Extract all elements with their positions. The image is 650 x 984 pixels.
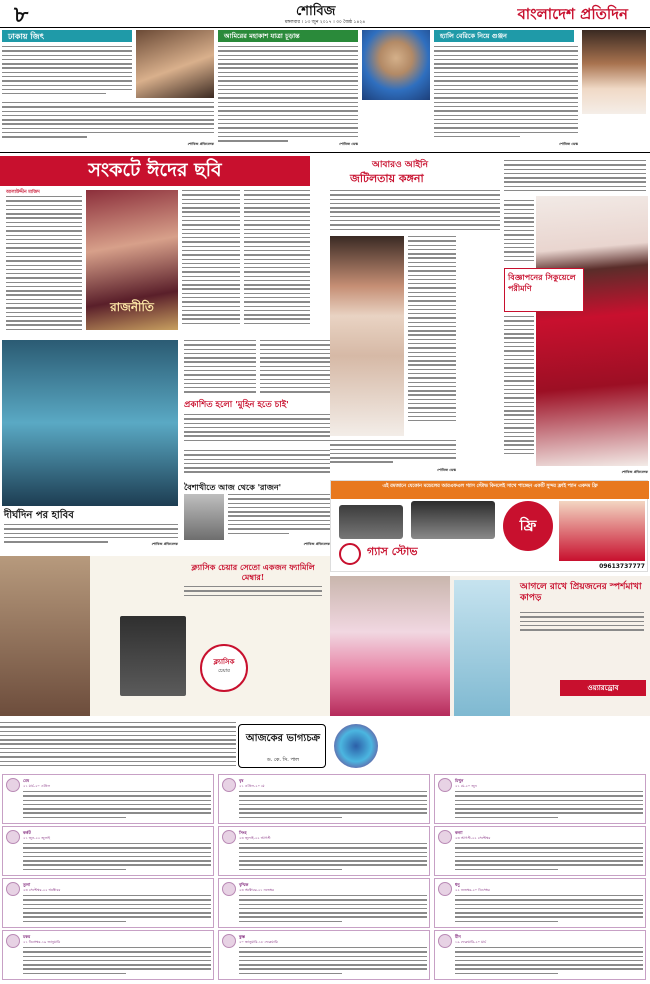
zodiac-dates: ২৩ আগস্ট-২২ সেপ্টেম্বর <box>455 836 491 840</box>
zodiac-symbol-icon <box>6 830 20 844</box>
zodiac-dates: ২৩ সেপ্টেম্বর-২২ অক্টোবর <box>23 888 61 892</box>
zodiac-symbol-icon <box>438 882 452 896</box>
zodiac-text <box>239 791 427 823</box>
zodiac-grid <box>0 774 650 982</box>
lead-byline: আলাউদ্দীন মাজিদ <box>6 190 40 195</box>
horoscope-title-box <box>238 724 326 768</box>
story-rajan <box>180 450 330 550</box>
zodiac-name: মীন <box>455 934 461 939</box>
zodiac-sign-3 <box>2 826 214 876</box>
zodiac-name: মেষ <box>23 778 30 783</box>
wardrobe-product-photo <box>454 580 510 716</box>
rajan-credit: শোবিজ প্রতিবেদক <box>303 542 330 546</box>
zodiac-name: সিংহ <box>239 830 247 835</box>
porimoni-photo <box>536 196 648 466</box>
story-body <box>2 46 132 98</box>
chair-copy <box>184 586 322 600</box>
horoscope-intro <box>0 722 236 772</box>
lead-body-col3 <box>244 190 310 330</box>
page-number: ৮ <box>14 2 29 28</box>
story-aamir <box>218 30 432 152</box>
jeet-photo <box>136 30 214 98</box>
wardrobe-couple-photo <box>330 576 450 716</box>
pori-body-left2 <box>504 316 534 466</box>
horoscope-section <box>0 720 650 982</box>
story-credit: শোবিজ ডেস্ক <box>559 142 578 146</box>
zodiac-sign-6 <box>2 878 214 928</box>
zodiac-text <box>23 895 211 927</box>
chair-model-photo <box>0 556 90 716</box>
horoscope-header <box>238 722 412 770</box>
zodiac-name: কুম্ভ <box>239 934 245 939</box>
zodiac-dates: ২১ মার্চ-২০ এপ্রিল <box>23 784 51 788</box>
zodiac-symbol-icon <box>438 778 452 792</box>
story-title: হ্যালি বেরিকে নিয়ে গুঞ্জন <box>434 30 574 42</box>
page-header <box>0 0 650 28</box>
masthead-brand: বাংলাদেশ প্রতিদিন <box>517 5 628 23</box>
zodiac-name: বৃশ্চিক <box>239 882 249 887</box>
gas-phone: 09613737777 <box>599 563 645 570</box>
muhin-body-top2 <box>260 340 330 398</box>
zodiac-text <box>23 791 211 823</box>
wardrobe-headline: আগলে রাখে প্রিয়জনের স্পর্শমাখা কাপড় <box>520 582 642 603</box>
zodiac-sign-5 <box>434 826 646 876</box>
zodiac-dates: ২১ মে-২০ জুন <box>455 784 477 788</box>
habib-title: দীর্ঘদিন পর হাবিব <box>4 510 74 521</box>
zodiac-sign-4 <box>218 826 430 876</box>
zodiac-text <box>455 895 643 927</box>
zodiac-name: মিথুন <box>455 778 464 783</box>
horoscope-author: ড. কে. সি. পাল <box>266 757 300 763</box>
story-habib <box>0 340 180 550</box>
pori-title: বিজ্ঞাপনের সিকুয়েলে পরীমণি <box>508 272 576 293</box>
zodiac-text <box>239 947 427 979</box>
ad-classic-chair[interactable] <box>0 556 330 716</box>
zodiac-sign-10 <box>218 930 430 980</box>
habib-credit: শোবিজ প্রতিবেদক <box>151 542 178 546</box>
zodiac-name: কর্কট <box>23 830 31 835</box>
muhin-body-top <box>184 340 256 398</box>
chair-headline: ক্ল্যাসিক চেয়ার সেতো একজন ফ্যামিলি মেম্বার! <box>191 562 315 582</box>
wardrobe-copy <box>520 612 644 636</box>
zodiac-name: বৃষ <box>239 778 244 783</box>
story-credit: শোবিজ ডেস্ক <box>339 142 358 146</box>
divider <box>0 152 650 153</box>
zodiac-dates: ২১ এপ্রিল-২০ মে <box>239 784 265 788</box>
zodiac-symbol-icon <box>222 778 236 792</box>
muhin-title: প্রকাশিত হলো 'মুহিন হতে চাই' <box>184 400 289 410</box>
zodiac-name: তুলা <box>23 882 31 887</box>
zodiac-dates: ২২ নভেম্বর-২০ ডিসেম্বর <box>455 888 490 892</box>
zodiac-symbol-icon <box>6 778 20 792</box>
zodiac-name: ধনু <box>455 882 460 887</box>
kangana-body <box>330 190 500 234</box>
lead-title: সংকটে ঈদের ছবি <box>88 159 222 181</box>
stove-1-icon <box>339 505 403 539</box>
story-title: আমিরের মহাকাশ যাত্রা চূড়ান্ত <box>218 30 358 42</box>
rajneeti-poster <box>86 190 178 330</box>
pori-body-left <box>504 200 534 266</box>
chair-product-photo <box>120 616 186 696</box>
story-jeet <box>0 30 216 152</box>
zodiac-dates: ২১ ডিসেম্বর-১৯ জানুয়ারি <box>23 940 61 944</box>
zodiac-sign-7 <box>218 878 430 928</box>
stove-2-icon <box>411 501 495 539</box>
zodiac-dates: ২০ জানুয়ারি-১৮ ফেব্রুয়ারি <box>239 940 278 944</box>
story-body-cont <box>2 102 214 146</box>
wardrobe-brand: ওয়্যারড্রোব <box>560 680 646 696</box>
zodiac-symbol-icon <box>222 830 236 844</box>
zodiac-sign-8 <box>434 878 646 928</box>
story-kangana <box>330 156 500 476</box>
zodiac-symbol-icon <box>222 882 236 896</box>
zodiac-sign-11 <box>434 930 646 980</box>
classic-logo: ক্ল্যাসিক চেয়ার <box>200 644 248 692</box>
story-porimoni <box>500 156 650 476</box>
zodiac-sign-2 <box>434 774 646 824</box>
zodiac-text <box>239 895 427 927</box>
muhin-body <box>184 414 330 446</box>
zodiac-sign-1 <box>218 774 430 824</box>
zodiac-wheel-icon <box>334 724 378 768</box>
free-badge: ফ্রি <box>503 501 553 551</box>
dateline: মঙ্গলবার । ১৩ জুন ২০১৭ । ৩০ জৈষ্ঠ ১৪২৪ <box>284 20 366 25</box>
pori-title-box <box>504 268 584 312</box>
horoscope-title: আজকের ভাগ্যচক্র <box>245 733 321 744</box>
habib-photo <box>2 340 178 506</box>
zodiac-dates: ১৯ ফেব্রুয়ারি-২০ মার্চ <box>455 940 487 944</box>
lead-banner <box>0 156 310 186</box>
zodiac-dates: ২১ জুন-২২ জুলাই <box>23 836 51 840</box>
lead-body-col2 <box>182 190 240 330</box>
aamir-photo <box>362 30 430 100</box>
zodiac-name: মকর <box>23 934 31 939</box>
ad-wardrobe[interactable] <box>330 576 650 716</box>
zodiac-text <box>455 791 643 823</box>
kangana-photo <box>330 236 404 436</box>
zodiac-text <box>239 843 427 875</box>
zodiac-text <box>23 843 211 875</box>
story-body <box>218 46 358 146</box>
zodiac-text <box>23 947 211 979</box>
pori-credit: শোবিজ প্রতিবেদক <box>621 470 648 474</box>
gas-brand: গ্যাস স্টোভ <box>367 545 418 558</box>
zodiac-symbol-icon <box>438 934 452 948</box>
zodiac-dates: ২৩ অক্টোবর-২১ নভেম্বর <box>239 888 275 892</box>
kangana-body-col2 <box>408 236 456 432</box>
zodiac-symbol-icon <box>438 830 452 844</box>
kangana-credit: শোবিজ ডেস্ক <box>437 468 456 472</box>
lead-body-col1 <box>6 196 82 336</box>
ad-gas-stove[interactable] <box>330 480 648 572</box>
zodiac-text <box>455 843 643 875</box>
zodiac-dates: ২৩ জুলাই-২২ আগস্ট <box>239 836 271 840</box>
story-halle <box>434 30 648 152</box>
kangana-title: জটিলতায় কঙ্গনা <box>350 172 424 185</box>
story-credit: শোবিজ প্রতিবেদক <box>187 142 214 146</box>
story-muhin <box>180 340 330 450</box>
halle-photo <box>582 30 646 114</box>
zodiac-symbol-icon <box>6 882 20 896</box>
rajan-body <box>228 494 330 540</box>
pori-body-top <box>504 160 646 194</box>
rajan-body-top <box>184 450 330 480</box>
kangana-body-end <box>330 440 456 468</box>
gas-banner: এই রমজানে যেকোন মডেলের আরএফএল গ্যাস স্টোভ কিনলেই সাথে পাচ্ছেন একটি সুন্দর ফ্রাই প্যান একদম ফ্রি <box>331 481 649 499</box>
story-title: ঢাকায় জিৎ <box>2 30 132 42</box>
zodiac-symbol-icon <box>222 934 236 948</box>
zodiac-sign-9 <box>2 930 214 980</box>
story-body <box>434 46 578 146</box>
zodiac-symbol-icon <box>6 934 20 948</box>
rajan-title: বৈশাখীতে আজ থেকে 'রাজন' <box>184 482 282 492</box>
zodiac-text <box>455 947 643 979</box>
zodiac-name: কন্যা <box>455 830 463 835</box>
section-title: শোবিজ <box>296 4 336 19</box>
rfl-logo-icon <box>339 543 361 565</box>
kangana-kicker: আবারও আইনি <box>372 160 428 170</box>
gas-model-photo <box>559 501 645 561</box>
poster-title: রাজনীতি <box>110 300 154 314</box>
zodiac-sign-0 <box>2 774 214 824</box>
rajan-photo <box>184 494 224 540</box>
